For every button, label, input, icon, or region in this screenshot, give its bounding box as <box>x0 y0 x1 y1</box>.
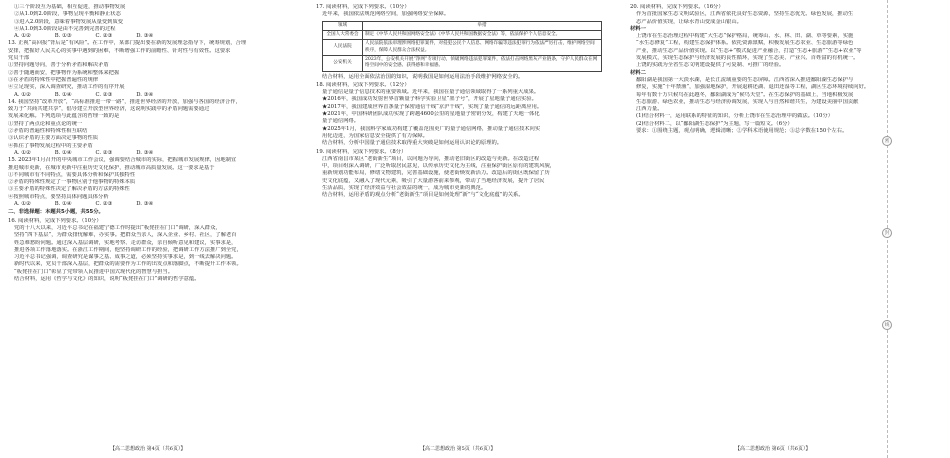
question-16-material: 姓急难愁盼问题。通过深入基层调研，实地考察、走访群众，亲自倾听意见和建议，实事求是， <box>14 239 237 246</box>
question-20-intro: 作为首批国家生态文明试验区，江西省依托良好生态资源，坚持生态优先、绿色发展，推动生 <box>636 11 854 18</box>
question-19-task: 结合材料，运用矛盾的观点分析“老街新生”项目是如何处理“新”与“文化底蕴”的关系。 <box>322 192 524 199</box>
question-15-text: ③主要矛盾的特殊性决定了解决矛盾的方法的特殊性 <box>8 186 130 193</box>
question-18-heading: 18. 阅读材料，完成下列要求。（12分） <box>316 81 410 88</box>
question-16-material: “板凳挂在门口”彰显了党带领人民推进中国式现代化的智慧与担当。 <box>14 268 174 275</box>
answer-option: C. ②③ <box>95 149 113 156</box>
question-18-material: ★2021年，中国科研团队成功实现了跨越4600公里的星地量子密钥分发，构建了天地一体化 <box>322 111 540 118</box>
answer-option: A. ①② <box>14 149 31 156</box>
section-heading: 二、非选择题：本题共5小题，共55分。 <box>8 209 104 216</box>
seal-mark: 封 <box>882 228 892 238</box>
material-2-text: 修复，实施“十年禁渔”，加强湿地保护，开展退耕还湖、退田还湿等工程，湖区生态环境持续向好。 <box>636 84 870 91</box>
answer-option: B. ①④ <box>54 201 72 208</box>
question-13-text: ④立足现实，深入调查研究，推动工作的有序开展 <box>8 84 125 91</box>
material-1-text: 上饶的实践为全省生态文明建设提供了可复制、可推广的经验。 <box>636 62 785 69</box>
statement-item: ②从1.0到2.0阶段，事物呈现平衡和静止状态 <box>14 11 121 18</box>
page-4-column <box>8 4 306 444</box>
statement-item: ③进入2.0阶段，意味着事物发展从量变到质变 <box>14 18 124 25</box>
answer-option: D. ③④ <box>136 149 154 156</box>
question-20-heading: 20. 阅读材料，完成下列要求。（16分） <box>630 4 724 10</box>
question-19-heading: 19. 阅读材料，完成下列要求。（8分） <box>316 148 407 155</box>
question-15-text: 15. 2023年1月召开的中央城市工作会议，强调要结合城市的实际，把握城市发展规律，因地制宜 <box>8 157 237 164</box>
answer-option: C. ②③ <box>95 201 113 208</box>
question-18-material: ★2025年1月，我国科学家成功构建了覆盖范围更广的量子通信网络，推动量子通信技术向实 <box>322 125 541 132</box>
answer-option: A. ①② <box>14 201 31 208</box>
question-16-material: 党的十八大以来，习近平总书记在福建宁德工作时提出“板凳挂在门口”调研，深入群众， <box>14 224 221 231</box>
question-14-text: 致力于“共商共建共享”，倡导建立开放型世界经济，这说明实践中的矛盾问题需要通过 <box>8 106 210 113</box>
answer-option: D. ③④ <box>136 201 154 208</box>
question-13-text: 党员干部 <box>8 55 30 62</box>
material-1-text: “水生态修复”工程，构建生态保护体系。依托资源禀赋，积极发展生态农业、生态旅游等绿色 <box>636 40 854 47</box>
statement-item: ④从1.0到3.0阶段是由不完善到完善的过程 <box>14 25 116 32</box>
question-16-material: 习近平总书记强调，调查研究是谋事之基、成事之道，必须坚持实事求是，到一线去解决问题。 <box>14 254 237 261</box>
question-13-text: ②善于随遇而安，把事物作为系统和整体来把握 <box>8 69 120 76</box>
page-6-column <box>630 4 930 444</box>
question-17-task: 结合材料，运用全面依法治国的知识，说明我国是如何运用法治手段维护网络安全的。 <box>322 73 524 80</box>
question-16-material: 新时代以来，党员干部深入基层，把群众的需要作为工作的出发点和落脚点，不断提升工作本领。 <box>14 261 242 268</box>
seal-mark: 线 <box>882 320 892 330</box>
page-footer-4: 【高二思想政治 第4页（共6页）】 <box>110 446 186 452</box>
question-20-requirements: 要求：①围绕主题，观点明确，逻辑清晰；②学科术语使用规范；③总字数在150个左右。 <box>636 128 848 135</box>
question-16-heading: 16. 阅读材料，完成下列要求。（10分） <box>8 217 102 224</box>
page-5-column <box>316 4 614 444</box>
table-row <box>323 55 602 71</box>
answer-option: C. ②③ <box>95 33 113 40</box>
question-20-subtask: (1)结合材料一，运用联系的特征的知识，分析上饶市在生态治理中的做法。（10分） <box>636 113 833 120</box>
question-15-text: 推进城市更新，在城市更新中注重历史文化保护，推动城市高质量发展。这一要求是基于 <box>8 164 215 171</box>
question-13-text: 安排，把握好人民关心的实事中遇到的困难，不断增强工作的前瞻性、针对性与有效性。这要求 <box>8 47 231 54</box>
table-cell-measure: 人民法院依法审理涉网络犯罪案件，对侵犯公民个人信息、网络诈骗等违法犯罪行为依法严厉打击，维护网络空间秩序，保障人民群众合法权益。 <box>363 40 602 56</box>
table-cell-measure: 制定《中华人民共和国网络安全法》《中华人民共和国数据安全法》等，依法保护个人信息安全。 <box>363 30 602 39</box>
statement-item: ①三个阶段互为基础，相互促进，推动事物发展 <box>14 4 126 10</box>
question-16-material: 推进各项工作落地落实。在浙江工作期间，他坚持调研工作的经验，把调研工作方法推广到全党， <box>14 246 242 253</box>
answer-option: A. ①② <box>14 91 31 98</box>
table-header-field: 领域 <box>323 21 363 30</box>
question-18-material: 用化迈进，为国家信息安全提供了有力保障。 <box>322 132 428 139</box>
material-2-text: 鄱阳湖是我国第一大淡水湖，是长江流域重要的生态屏障。江西省深入推进鄱阳湖生态保护与 <box>636 76 854 83</box>
question-13-text: 13. 正视“高回报”背后是“有风险”。在工作中，某部门提出要在新的发展理念指导下，统筹规划，合理 <box>8 40 247 47</box>
question-14-text: ①坚持了两点论和重点论的统一 <box>8 120 83 127</box>
table-cell-field: 人民法院 <box>323 40 363 56</box>
answer-option: A. ①② <box>14 33 31 40</box>
question-14-text: ④抓住了事物发展过程中的主要矛盾 <box>8 142 93 149</box>
question-14-text: ②矛盾的普遍性和特殊性相互联结 <box>8 128 88 135</box>
question-20-intro: 态产品价值实现，让绿水青山变成金山银山。 <box>636 18 742 25</box>
table-row <box>323 30 602 39</box>
table-row <box>323 40 602 56</box>
question-17-heading: 17. 阅读材料，完成下列要求。（10分） <box>316 4 410 10</box>
question-19-material: 重新规划功能布局，修缮文物建筑，完善基础设施，使老街焕发新活力。改造后的街区既保留了历 <box>322 170 550 177</box>
answer-option: D. ③④ <box>136 33 154 40</box>
question-19-material: 中，项目组深入调研，广泛听取居民意见，以传承历史文化为主线，注重保护街区原有的建筑风貌， <box>322 163 556 170</box>
question-20-subtask: (2)结合材料二，以“鄱阳湖生态保护”为主题，写一篇短文。（6分） <box>636 120 793 127</box>
question-19-material: 生活品质，实现了经济效益与社会效益的统一，成为城市更新的典范。 <box>322 185 487 192</box>
table-cell-field: 全国人大常委会 <box>323 30 363 39</box>
answer-option: B. ①④ <box>54 149 72 156</box>
question-18-material: ★2016年，我国成功发射世界首颗量子科学实验卫星“墨子号”，开展了星地量子通信实验。 <box>322 96 537 103</box>
seal-mark: 密 <box>882 136 892 146</box>
question-16-material: 坚持“四下基层”，为群众排忧解难，办实事。把群众当亲人，深入企业、乡村、社区，了解老百 <box>14 232 237 239</box>
material-2-text: 江西力量。 <box>636 106 663 113</box>
measures-table <box>322 21 602 72</box>
answer-option: C. ②③ <box>95 91 113 98</box>
page-footer-5: 【高二思想政治 第5页（共6页）】 <box>420 446 496 452</box>
question-19-material: 史文化底蕴，又融入了现代元素，吸引了大量游客前来参观，带动了当地经济发展，提升了居民 <box>322 177 545 184</box>
question-18-material: 量子通信网络。 <box>322 118 360 125</box>
material-2-text: 每年有数十万只候鸟在此越冬，鄱阳湖成为“候鸟天堂”。在生态保护的基础上，当地积极发展 <box>636 91 854 98</box>
table-header-measures: 举措 <box>363 21 602 30</box>
answer-option: B. ①④ <box>54 91 72 98</box>
table-cell-measure: 2023年，公安机关开展“净网”专项行动，侦破网络违法犯罪案件，依法打击网络黑灰产业链条，守护人民群众在网络空间中的安全感、获得感和幸福感。 <box>363 55 602 71</box>
question-14-text: 发展来化解。下列选项与此蕴含的哲理一致的是 <box>8 113 120 120</box>
question-15-text: ①不同城市有不同特点，需要具体分析和保护其独特性 <box>8 171 136 178</box>
question-13-text: ③在矛盾的特殊性中把握普遍性的规律 <box>8 76 99 83</box>
table-cell-field: 公安机关 <box>323 55 363 71</box>
question-14-text: ③认识矛盾的主要方面决定事物的性质 <box>8 135 99 142</box>
question-13-text: ①坚持问题导向，善于分析矛盾和解决矛盾 <box>8 62 109 69</box>
material-1-text: 发展模式，实现生态保护与经济发展的良性循环，实现了生态美、产业兴、百姓富的有机统一。 <box>636 55 859 62</box>
question-18-material: 量子通信是量子信息技术的重要领域。近年来，我国在量子通信领域取得了一系列重大成果。 <box>322 89 540 96</box>
page-footer-6: 【高二思想政治 第6页（共6页）】 <box>735 446 811 452</box>
question-14-text: 14. 我国坚持“改革开放”，“高标准推进一带一路”，推进世界经济的开放，加强与各国的经济合作， <box>8 98 241 105</box>
answer-option: D. ③④ <box>136 91 154 98</box>
question-17-intro: 近年来，我国依法规范网络空间，加强网络安全保障。 <box>322 11 450 18</box>
question-15-text: ②矛盾的特殊性规定了一事物区别于他事物的特殊本质 <box>8 179 136 186</box>
question-18-material: ★2017年，我国建成世界首条量子保密通信干线“京沪干线”，实现了量子通信的远距离应用。 <box>322 103 543 110</box>
material-2-heading: 材料二 <box>630 69 646 76</box>
question-18-task: 结合材料，分析中国量子通信技术取得重大突破是如何运用认识论的原理的。 <box>322 140 503 147</box>
question-19-material: 江西省南昌市某区“老街新生”项目，以问题为导向，推动老旧街区的改造与更新。在改造过程 <box>322 155 540 162</box>
material-1-text: 产业，推动生态产品价值实现。以“生态+”模式促进产业融合，打造“生态+旅游”“生态+农业”等 <box>636 47 862 54</box>
answer-option: B. ①③ <box>54 33 72 40</box>
material-1-text: 上饶市在生态治理过程中构建“大生态”保护格局，统筹山、水、林、田、湖、草等要素，实施 <box>636 33 854 40</box>
question-16-task: 结合材料，运用《哲学与文化》的知识，说明“板凳挂在门口”调研的哲学意蕴。 <box>14 275 200 282</box>
material-2-text: 生态旅游、绿色农业，推动生态与经济协调发展，实现人与自然和谐共生，为建设美丽中国贡献 <box>636 98 859 105</box>
question-15-text: ④按照城市特点，要坚持具体问题具体分析 <box>8 193 109 200</box>
material-1-heading: 材料一 <box>630 25 646 32</box>
